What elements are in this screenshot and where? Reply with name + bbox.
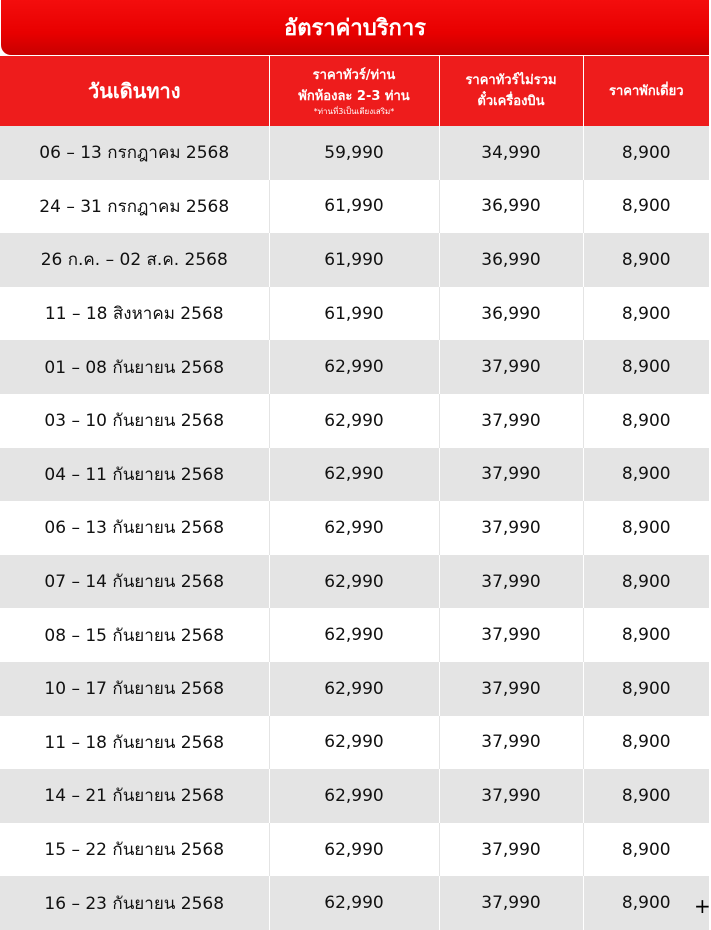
header-tour-price: [269, 56, 439, 126]
table-row: [0, 608, 709, 662]
table-header-row: [0, 56, 709, 126]
travel-date-cell: 14 – 21 กันยายน 2568: [0, 769, 269, 823]
single-supplement-cell: 8,900: [583, 287, 709, 341]
no-ticket-price-cell: 36,990: [439, 180, 583, 234]
travel-date-cell: 26 ก.ค. – 02 ส.ค. 2568: [0, 233, 269, 287]
table-row: [0, 287, 709, 341]
table-row: [0, 501, 709, 555]
tour-price-cell: 62,990: [269, 448, 439, 502]
header-tour-price-note: *ท่านที่3เป็นเตียงเสริม*: [313, 107, 395, 116]
header-no-ticket-price: [439, 56, 583, 126]
travel-date-cell: 06 – 13 กรกฎาคม 2568: [0, 126, 269, 180]
no-ticket-price-cell: 37,990: [439, 823, 583, 877]
no-ticket-price-cell: 37,990: [439, 340, 583, 394]
no-ticket-price-cell: 37,990: [439, 876, 583, 930]
travel-date-cell: 16 – 23 กันยายน 2568: [0, 876, 269, 930]
travel-date-cell: 06 – 13 กันยายน 2568: [0, 501, 269, 555]
single-supplement-cell: 8,900: [583, 126, 709, 180]
table-row: [0, 662, 709, 716]
travel-date-cell: 01 – 08 กันยายน 2568: [0, 340, 269, 394]
no-ticket-price-cell: 34,990: [439, 126, 583, 180]
travel-date-cell: 10 – 17 กันยายน 2568: [0, 662, 269, 716]
table-row: [0, 126, 709, 180]
single-supplement-cell: 8,900: [583, 340, 709, 394]
tour-price-cell: 61,990: [269, 233, 439, 287]
rates-table: [0, 56, 709, 930]
header-no-ticket-line2: ตั๋วเครื่องบิน: [477, 94, 545, 109]
rates-banner: [1, 0, 709, 55]
table-row: [0, 769, 709, 823]
table-row: [0, 876, 709, 930]
no-ticket-price-cell: 37,990: [439, 394, 583, 448]
no-ticket-price-cell: 37,990: [439, 501, 583, 555]
single-supplement-cell: 8,900: [583, 394, 709, 448]
travel-date-cell: 11 – 18 กันยายน 2568: [0, 716, 269, 770]
tour-price-cell: 62,990: [269, 608, 439, 662]
tour-price-cell: 62,990: [269, 501, 439, 555]
table-row: [0, 394, 709, 448]
no-ticket-price-cell: 36,990: [439, 287, 583, 341]
travel-date-cell: 11 – 18 สิงหาคม 2568: [0, 287, 269, 341]
banner-title: อัตราค่าบริการ: [283, 16, 426, 41]
tour-price-cell: 62,990: [269, 555, 439, 609]
header-tour-price-line1: ราคาทัวร์/ท่าน: [312, 68, 396, 83]
travel-date-cell: 03 – 10 กันยายน 2568: [0, 394, 269, 448]
table-row: [0, 233, 709, 287]
no-ticket-price-cell: 37,990: [439, 555, 583, 609]
single-supplement-cell: 8,900: [583, 876, 709, 930]
tour-price-cell: 62,990: [269, 716, 439, 770]
single-supplement-cell: 8,900: [583, 823, 709, 877]
travel-date-cell: 08 – 15 กันยายน 2568: [0, 608, 269, 662]
travel-date-cell: 07 – 14 กันยายน 2568: [0, 555, 269, 609]
no-ticket-price-cell: 37,990: [439, 769, 583, 823]
table-row: [0, 340, 709, 394]
tour-price-cell: 61,990: [269, 287, 439, 341]
single-supplement-cell: 8,900: [583, 448, 709, 502]
no-ticket-price-cell: 37,990: [439, 716, 583, 770]
single-supplement-cell: 8,900: [583, 501, 709, 555]
no-ticket-price-cell: 37,990: [439, 662, 583, 716]
single-supplement-cell: 8,900: [583, 608, 709, 662]
single-supplement-cell: 8,900: [583, 555, 709, 609]
tour-price-cell: 62,990: [269, 876, 439, 930]
tour-price-cell: 62,990: [269, 340, 439, 394]
single-supplement-cell: 8,900: [583, 662, 709, 716]
single-supplement-cell: 8,900: [583, 769, 709, 823]
table-row: [0, 180, 709, 234]
table-row: [0, 448, 709, 502]
single-supplement-cell: 8,900: [583, 180, 709, 234]
table-row: [0, 823, 709, 877]
no-ticket-price-cell: 37,990: [439, 608, 583, 662]
single-supplement-cell: 8,900: [583, 233, 709, 287]
crosshair-icon: +: [694, 894, 711, 918]
travel-date-cell: 24 – 31 กรกฎาคม 2568: [0, 180, 269, 234]
tour-price-cell: 62,990: [269, 394, 439, 448]
no-ticket-price-cell: 37,990: [439, 448, 583, 502]
travel-date-cell: 04 – 11 กันยายน 2568: [0, 448, 269, 502]
tour-price-cell: 59,990: [269, 126, 439, 180]
tour-price-cell: 62,990: [269, 823, 439, 877]
travel-date-cell: 15 – 22 กันยายน 2568: [0, 823, 269, 877]
no-ticket-price-cell: 36,990: [439, 233, 583, 287]
table-row: [0, 716, 709, 770]
tour-price-cell: 62,990: [269, 769, 439, 823]
header-tour-price-line2: พักห้องละ 2-3 ท่าน: [298, 89, 410, 104]
header-single-supplement: ราคาพักเดี่ยว: [583, 56, 709, 126]
rates-body: [0, 126, 709, 930]
tour-price-cell: 61,990: [269, 180, 439, 234]
tour-price-cell: 62,990: [269, 662, 439, 716]
single-supplement-cell: 8,900: [583, 716, 709, 770]
header-no-ticket-line1: ราคาทัวร์ไม่รวม: [465, 73, 557, 88]
table-row: [0, 555, 709, 609]
header-travel-date: วันเดินทาง: [0, 56, 269, 126]
